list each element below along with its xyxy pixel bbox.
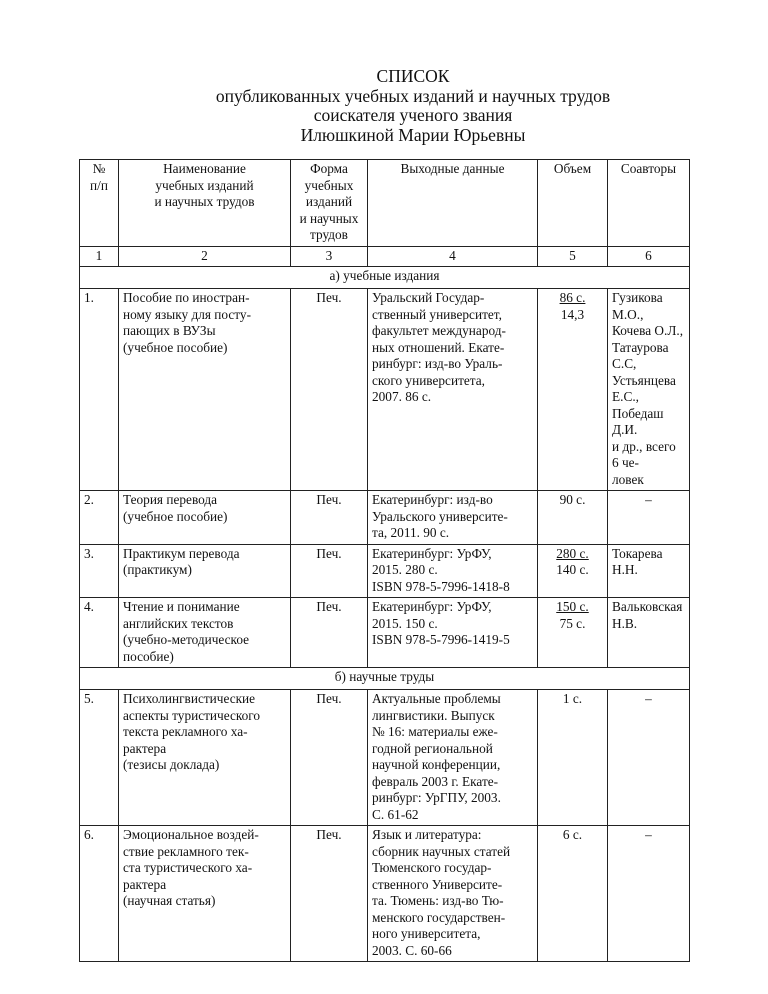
publication-name (119, 491, 291, 545)
table-body (80, 160, 690, 962)
output-data-line: факультет международ- (372, 323, 506, 338)
column-header-line: № (92, 161, 106, 176)
output-data-line: 2007. 86 с. (372, 389, 432, 404)
volume-line (542, 290, 603, 307)
output-data (368, 598, 538, 668)
volume-line (542, 599, 603, 616)
publication-form: Печ. (291, 598, 368, 668)
column-number: 3 (291, 246, 368, 267)
output-data-line: сборник научных статей (372, 843, 511, 859)
title-line-4: Илюшкиной Марии Юрьевны (300, 124, 526, 145)
output-data-line: Екатеринбург: УрФУ, (372, 599, 492, 614)
coauthors (608, 491, 690, 545)
publication-name-line: Психолингвистические (123, 691, 256, 706)
row-number: 5. (80, 690, 119, 826)
volume-line: 6 с. (562, 827, 583, 842)
output-data-line: ственный университет, (372, 306, 502, 322)
coauthor-line: – (645, 691, 652, 706)
column-number: 4 (368, 246, 538, 267)
coauthor-line: Татаурова С.С, (612, 339, 669, 371)
column-number-row (80, 246, 690, 267)
publication-form: Печ. (291, 544, 368, 598)
output-data-line: ринбург: изд-во Ураль- (372, 356, 503, 371)
table-row (80, 826, 690, 962)
publication-name-line: ствие рекламного тек- (123, 843, 249, 859)
coauthor-line: Устьянцева Е.С., (612, 372, 676, 404)
column-number: 6 (608, 246, 690, 267)
publication-name-line: (учебно-методическое (123, 632, 250, 647)
column-header-line: Наименование (163, 161, 246, 176)
title-line-3: соискателя ученого звания (313, 105, 513, 125)
output-data-line: Уральского университе- (372, 508, 508, 524)
output-data (368, 491, 538, 545)
publication-name (119, 598, 291, 668)
column-header-line: трудов (310, 227, 348, 242)
volume-line: 90 с. (559, 492, 586, 507)
table-row (80, 544, 690, 598)
row-number: 2. (80, 491, 119, 545)
publication-form: Печ. (291, 690, 368, 826)
output-data (368, 544, 538, 598)
coauthor-line: – (645, 492, 652, 507)
column-header (368, 160, 538, 247)
document-heading (0, 67, 768, 145)
volume-line: 1 с. (562, 691, 583, 706)
output-data-line: 2015. 150 с. (372, 615, 438, 631)
publication-name-line: Эмоциональное воздей- (123, 827, 259, 842)
coauthor-line: Вальковская Н.В. (612, 599, 683, 631)
volume-line: 14,3 (560, 306, 585, 322)
coauthor-line: Гузикова М.О., (612, 290, 663, 322)
publication-name-line: Пособие по иностран- (123, 290, 250, 305)
output-data-line: февраль 2003 г. Екате- (372, 773, 499, 789)
row-number: 3. (80, 544, 119, 598)
publication-name-line: (тезисы доклада) (123, 757, 220, 772)
output-data-line: Тюменского государ- (372, 860, 492, 875)
row-number: 6. (80, 826, 119, 962)
output-data (368, 690, 538, 826)
row-number: 1. (80, 289, 119, 491)
output-data-line: ственного Университе- (372, 876, 503, 892)
column-header-line: изданий (305, 194, 353, 209)
volume (538, 826, 608, 962)
coauthor-line: Токарева Н.Н. (612, 545, 663, 577)
publication-name-line: английских текстов (123, 615, 234, 631)
column-header-line: и научных (299, 210, 359, 226)
column-header (80, 160, 119, 247)
output-data-line: ского университета, (372, 372, 485, 388)
column-header-line: Соавторы (620, 161, 677, 176)
output-data-line: ринбург: УрГПУ, 2003. (372, 790, 501, 805)
column-header-line: п/п (90, 177, 108, 193)
output-data-line: Уральский Государ- (372, 290, 485, 305)
volume (538, 598, 608, 668)
publication-name-line: (практикум) (123, 562, 192, 577)
publication-name-line: пособие) (123, 648, 174, 664)
column-number: 2 (119, 246, 291, 267)
output-data-line: 2003. С. 60-66 (372, 942, 452, 958)
column-header-line: Форма (310, 161, 348, 176)
output-data-line: 2015. 280 с. (372, 562, 438, 577)
output-data-line: та, 2011. 90 с. (372, 525, 450, 540)
publications-table (79, 159, 690, 962)
publication-name-line: рактера (123, 740, 167, 756)
coauthors (608, 289, 690, 491)
publication-name (119, 289, 291, 491)
output-data-line: Екатеринбург: УрФУ, (372, 545, 492, 561)
coauthor-line: и др., всего 6 че- (612, 438, 676, 470)
publication-name-line: аспекты туристического (123, 707, 261, 723)
volume-line: 75 с. (559, 615, 586, 631)
output-data-line: Актуальные проблемы (372, 691, 501, 706)
output-data-line: ISBN 978-5-7996-1418-8 (372, 578, 510, 594)
column-header-line: и научных трудов (154, 194, 255, 209)
table-row (80, 491, 690, 545)
section-title: б) научные труды (80, 668, 690, 690)
publication-form: Печ. (291, 491, 368, 545)
publication-name-line: (учебное пособие) (123, 508, 228, 524)
publication-name-line: Чтение и понимание (123, 599, 240, 614)
coauthor-line: Победаш Д.И. (612, 405, 664, 437)
publication-name-line: рактера (123, 876, 167, 892)
publication-name (119, 826, 291, 962)
column-number: 5 (538, 246, 608, 267)
column-header-line: Выходные данные (400, 161, 505, 176)
title-line-1: СПИСОК (376, 66, 450, 86)
output-data-line: ISBN 978-5-7996-1419-5 (372, 632, 510, 647)
output-data-line: та. Тюмень: изд-во Тю- (372, 893, 504, 908)
publication-name-line: текста рекламного ха- (123, 724, 248, 739)
coauthors (608, 690, 690, 826)
publication-name-line: ста туристического ха- (123, 860, 253, 875)
table-header-row (80, 160, 690, 247)
publication-name-line: Практикум перевода (123, 545, 240, 561)
coauthors (608, 826, 690, 962)
coauthors (608, 544, 690, 598)
publication-name (119, 544, 291, 598)
output-data-line: годной региональной (372, 740, 493, 756)
section-title-row (80, 267, 690, 289)
publication-name (119, 690, 291, 826)
volume (538, 491, 608, 545)
publication-name-line: пающих в ВУЗы (123, 323, 216, 338)
volume-line: 140 с. (556, 562, 589, 577)
output-data-line: лингвистики. Выпуск (372, 707, 495, 723)
output-data-line: № 16: материалы еже- (372, 724, 498, 739)
volume-line-underlined: 280 с. (556, 545, 589, 561)
publication-name-line: (учебное пособие) (123, 339, 228, 355)
column-header (291, 160, 368, 247)
table-row (80, 690, 690, 826)
output-data (368, 826, 538, 962)
table-row (80, 289, 690, 491)
column-header-line: учебных изданий (155, 177, 254, 193)
output-data (368, 289, 538, 491)
table-row (80, 598, 690, 668)
output-data-line: С. 61-62 (372, 806, 419, 822)
column-header-line: учебных (304, 177, 354, 193)
publication-name-line: Теория перевода (123, 492, 218, 507)
volume-line-underlined: 150 с. (556, 599, 589, 614)
row-number: 4. (80, 598, 119, 668)
publication-form: Печ. (291, 289, 368, 491)
column-header (538, 160, 608, 247)
coauthor-line: Кочева О.Л., (612, 323, 684, 338)
publication-name-line: ному языку для посту- (123, 306, 251, 322)
coauthor-line: ловек (612, 471, 644, 487)
output-data-line: Екатеринбург: изд-во (372, 492, 493, 507)
publication-name-line: (научная статья) (123, 893, 216, 908)
volume (538, 690, 608, 826)
output-data-line: менского государствен- (372, 909, 506, 925)
section-title: а) учебные издания (80, 267, 690, 289)
column-header (608, 160, 690, 247)
column-header-line: Объем (553, 161, 592, 176)
section-title-row (80, 668, 690, 690)
coauthor-line: – (645, 827, 652, 842)
output-data-line: ных отношений. Екате- (372, 339, 505, 355)
volume (538, 544, 608, 598)
title-line-2: опубликованных учебных изданий и научных трудов (215, 85, 611, 106)
output-data-line: ного университета, (372, 926, 481, 941)
output-data-line: научной конференции, (372, 757, 501, 772)
publication-form: Печ. (291, 826, 368, 962)
volume-line-underlined: 86 с. (559, 290, 586, 305)
coauthors (608, 598, 690, 668)
volume (538, 289, 608, 491)
column-number: 1 (80, 246, 119, 267)
output-data-line: Язык и литература: (372, 827, 482, 842)
volume-line (542, 546, 603, 563)
column-header (119, 160, 291, 247)
